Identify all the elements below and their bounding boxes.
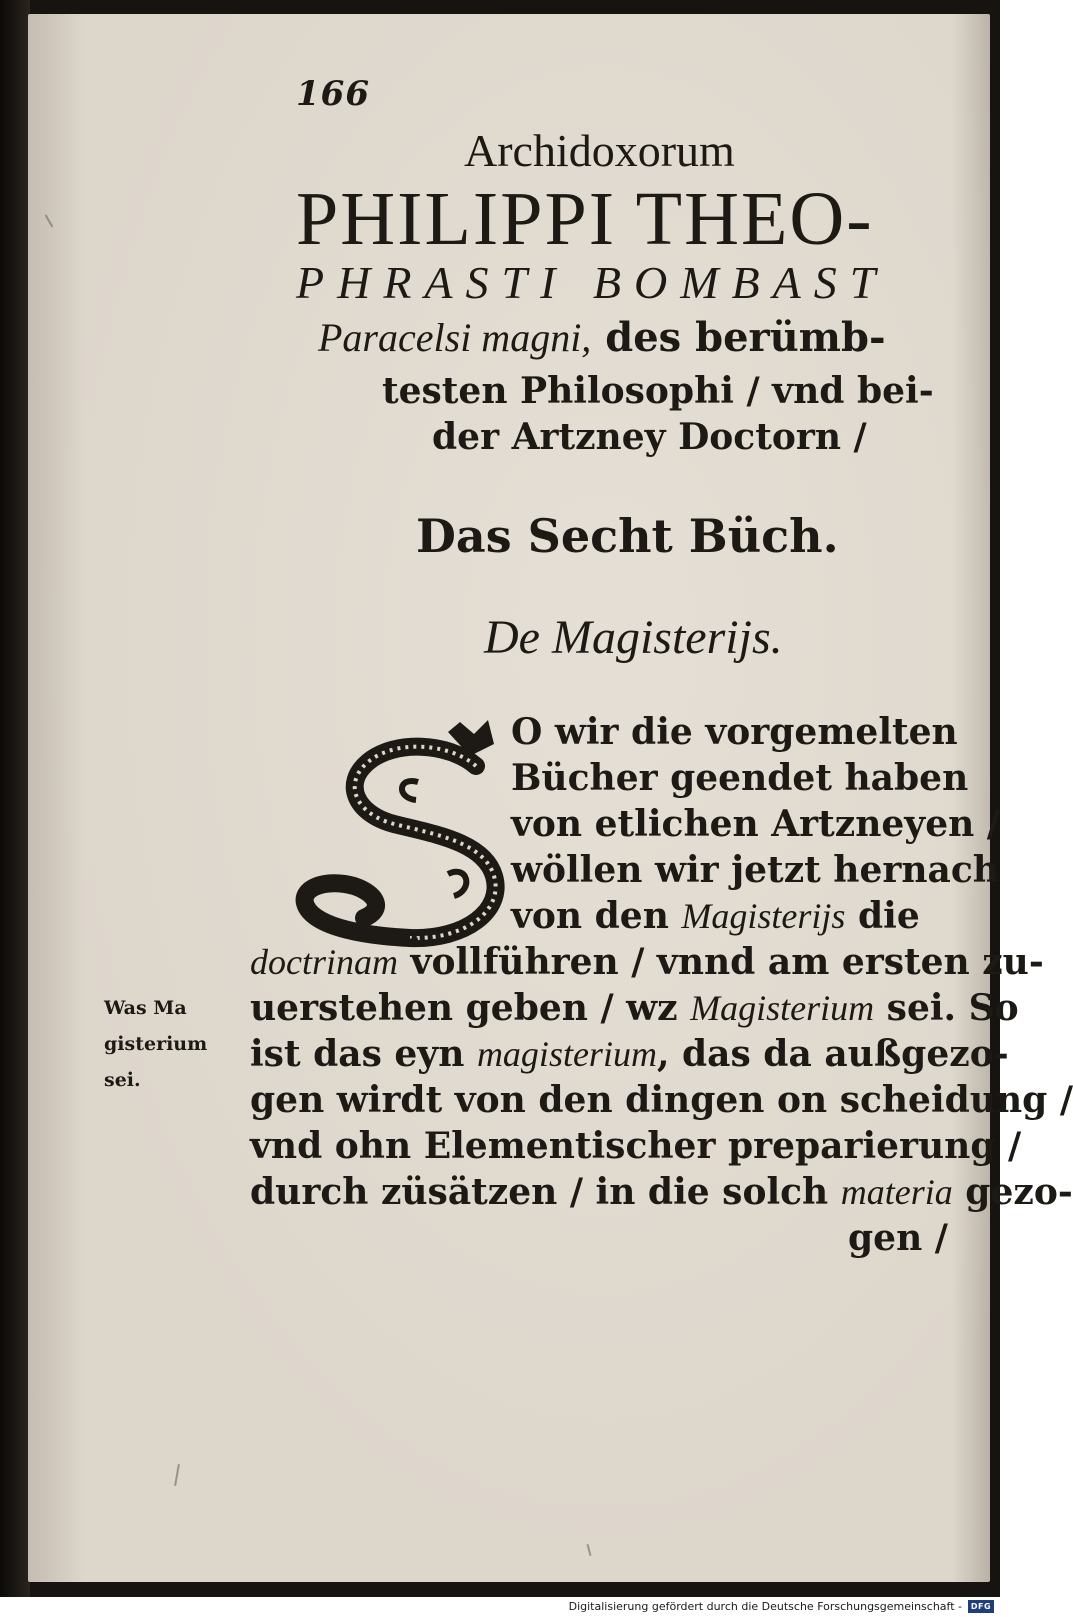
body-line-5 xyxy=(511,895,920,937)
title-line-phrasti: PHRASTI BOMBAST xyxy=(296,257,889,308)
title-line-archidoxorum: Archidoxorum xyxy=(464,125,735,176)
body-line-5-a: von den xyxy=(511,895,682,937)
body-line-7-a: uerstehen geben / wz xyxy=(250,987,691,1029)
body-line-8-b: , das da außgezo- xyxy=(656,1033,1009,1075)
title-line-testen: testen Philosophi / vnd bei- xyxy=(382,370,934,412)
body-line-11-b: gezo- xyxy=(952,1171,1073,1213)
body-line-9: gen wirdt von den dingen on scheidung / xyxy=(250,1079,1073,1121)
body-line-10: vnd ohn Elementischer preparierung / xyxy=(250,1125,1022,1167)
paper-speck xyxy=(45,214,54,227)
page-number: 166 xyxy=(296,74,370,114)
book-page xyxy=(28,14,1073,1582)
margin-note: Was Ma gisterium sei. xyxy=(104,997,208,1091)
body-line-7-b: sei. So xyxy=(874,987,1019,1029)
footer-credit-text: Digitalisierung gefördert durch die Deutsche Forschungsgemeinschaft - xyxy=(568,1600,962,1613)
body-line-6-italic: doctrinam xyxy=(250,942,398,982)
title-paracelsi-rest: des berümb- xyxy=(591,314,886,361)
body-line-3: von etlichen Artzneyen / xyxy=(511,803,1000,845)
dfg-logo: DFG xyxy=(968,1600,994,1613)
body-line-1: O wir die vorgemelten xyxy=(511,711,958,753)
body-line-8 xyxy=(250,1033,1009,1075)
body-line-11 xyxy=(250,1171,1073,1213)
body-line-6 xyxy=(250,941,1044,983)
body-line-8-italic: magisterium xyxy=(476,1034,657,1074)
title-line-philippi: PHILIPPI THEO- xyxy=(296,177,874,261)
body-line-6-b: vollführen / vnnd am ersten zu- xyxy=(398,941,1044,983)
body-line-11-a: durch züsätzen / in die solch xyxy=(250,1171,841,1213)
chapter-subtitle: De Magisterijs. xyxy=(484,611,783,664)
title-paracelsi-italic: Paracelsi magni, xyxy=(318,315,592,360)
body-line-5-italic: Magisterijs xyxy=(681,896,846,936)
body-line-2: Bücher geendet haben xyxy=(511,757,969,799)
body-line-7 xyxy=(250,987,1019,1029)
book-spine xyxy=(0,0,30,1597)
title-line-paracelsi xyxy=(318,314,886,361)
body-line-8-a: ist das eyn xyxy=(250,1033,477,1075)
body-line-5-b: die xyxy=(845,895,920,937)
footer-credit xyxy=(569,1598,994,1615)
body-line-4: wöllen wir jetzt hernach xyxy=(511,849,999,891)
initial-letter: S xyxy=(298,714,299,715)
body-line-7-italic: Magisterium xyxy=(690,988,875,1028)
paper-speck xyxy=(586,1544,591,1556)
catchword: gen / xyxy=(848,1217,948,1259)
paper-speck xyxy=(174,1464,180,1486)
body-line-11-italic: materia xyxy=(840,1172,953,1212)
book-title: Das Secht Büch. xyxy=(416,509,839,563)
title-line-der: der Artzney Doctorn / xyxy=(432,416,867,458)
